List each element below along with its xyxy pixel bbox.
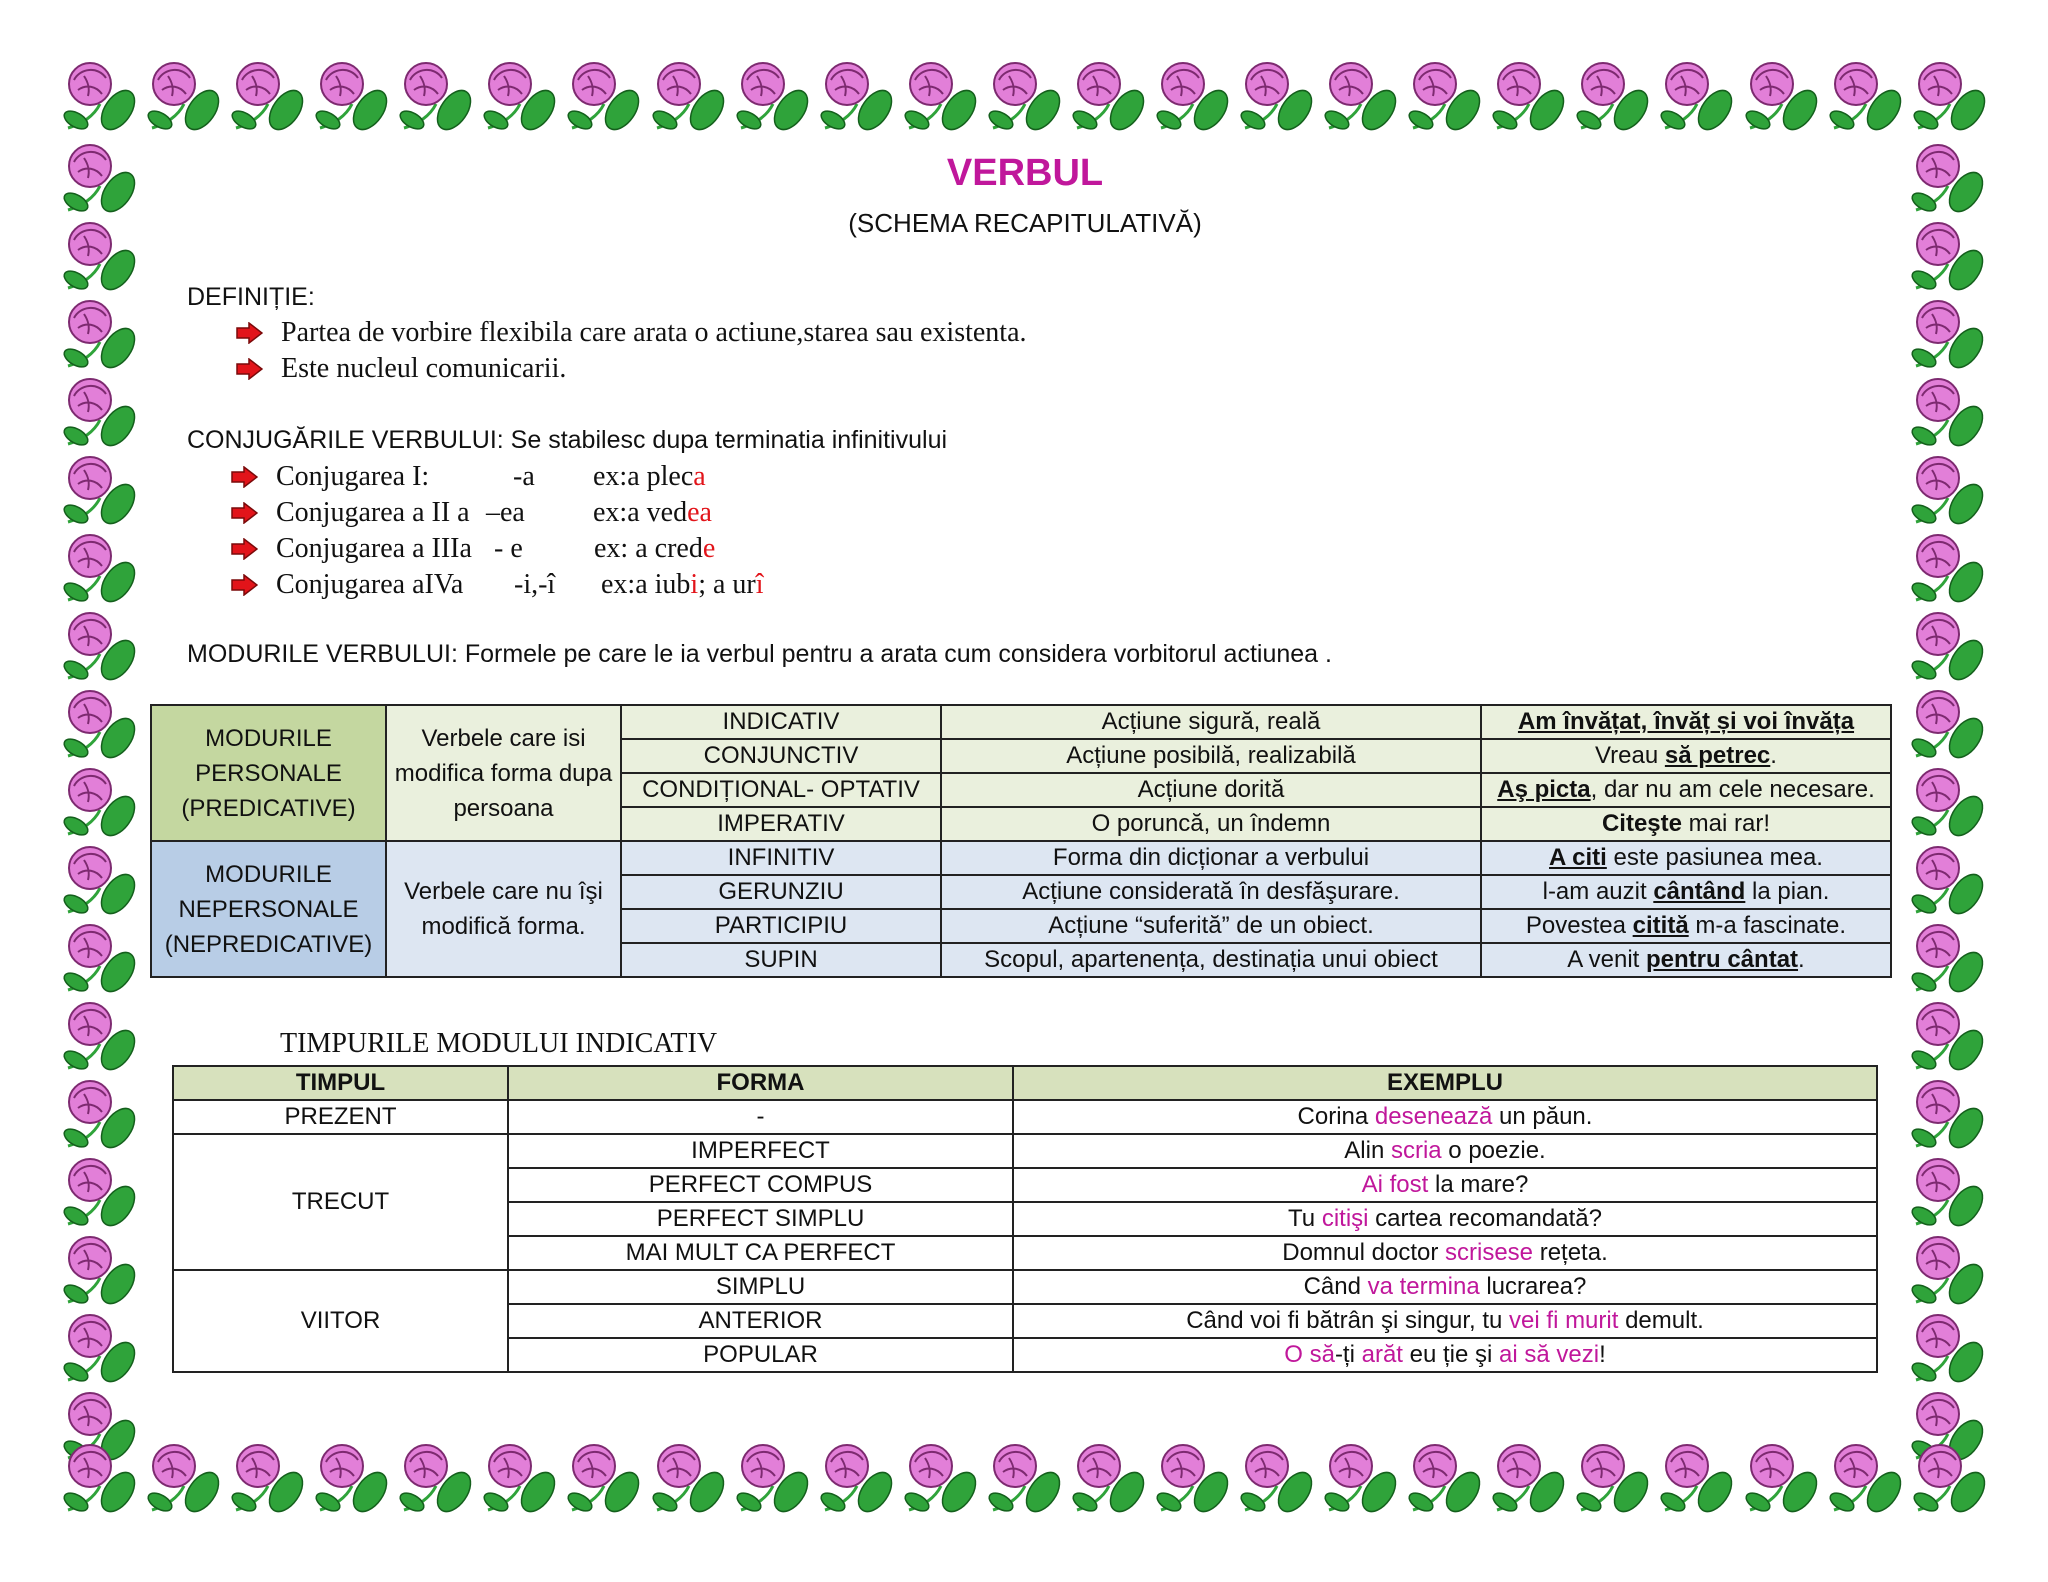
rose-icon [649, 1440, 729, 1518]
rose-icon [1908, 1154, 1988, 1232]
group-cell-personal: MODURILE PERSONALE (PREDICATIVE) [151, 705, 386, 841]
rose-icon [564, 58, 644, 136]
rose-icon [1321, 1440, 1401, 1518]
rose-icon [60, 1232, 140, 1310]
rose-icon [60, 452, 140, 530]
arrow-bullet-icon [230, 502, 258, 524]
rose-icon [396, 58, 476, 136]
rose-icon [817, 58, 897, 136]
rose-icon [1742, 1440, 1822, 1518]
rose-icon [649, 58, 729, 136]
rose-icon [1908, 998, 1988, 1076]
rose-icon [1742, 58, 1822, 136]
rose-icon [60, 920, 140, 998]
rose-icon [144, 1440, 224, 1518]
rose-icon [1153, 1440, 1233, 1518]
table-row: CONJUNCTIV Acțiune posibilă, realizabilă Vreau să petrec. [151, 739, 1891, 773]
rose-icon [1908, 140, 1988, 218]
rose-icon [1908, 296, 1988, 374]
rose-icon [1908, 530, 1988, 608]
rose-icon [60, 842, 140, 920]
list-item: Este nucleul comunicarii. [235, 351, 1027, 387]
table-row: MAI MULT CA PERFECT Domnul doctor scrisese rețeta. [173, 1236, 1877, 1270]
rose-icon [1405, 1440, 1485, 1518]
rose-border-top [60, 58, 1990, 140]
rose-border-right [1908, 140, 1990, 1440]
rose-icon [1908, 374, 1988, 452]
rose-icon [1405, 58, 1485, 136]
rose-icon [1908, 1232, 1988, 1310]
rose-icon [1908, 218, 1988, 296]
rose-icon [60, 140, 140, 218]
rose-icon [60, 764, 140, 842]
tenses-table [172, 1065, 1878, 1373]
rose-icon [1908, 1076, 1988, 1154]
moods-table [150, 704, 1892, 978]
conjugation-item: Conjugarea aIVa -i,-î ex:a iub i ; a ur î [230, 567, 764, 603]
table-row: TRECUT IMPERFECT Alin scria o poezie. [173, 1134, 1877, 1168]
list-item: Partea de vorbire flexibila care arata o actiune,starea sau existenta. [235, 315, 1027, 351]
rose-icon [1908, 686, 1988, 764]
table-header-row: TIMPUL FORMA EXEMPLU [173, 1066, 1877, 1100]
rose-icon [1573, 58, 1653, 136]
rose-icon [1657, 58, 1737, 136]
table-row: GERUNZIU Acțiune considerată în desfăşurare. l-am auzit cântând la pian. [151, 875, 1891, 909]
desc-cell-personal: Verbele care isi modifica forma dupa persoana [386, 705, 621, 841]
rose-icon [733, 1440, 813, 1518]
rose-icon [60, 58, 140, 136]
worksheet [150, 150, 1900, 1430]
rose-icon [1573, 1440, 1653, 1518]
rose-icon [901, 58, 981, 136]
rose-icon [480, 1440, 560, 1518]
rose-icon [1826, 1440, 1906, 1518]
rose-icon [60, 1076, 140, 1154]
rose-icon [1908, 608, 1988, 686]
rose-icon [1153, 58, 1233, 136]
rose-icon [60, 608, 140, 686]
rose-icon [228, 58, 308, 136]
rose-icon [60, 530, 140, 608]
rose-icon [1910, 1440, 1990, 1518]
rose-icon [1069, 1440, 1149, 1518]
conjugation-list [230, 459, 764, 603]
rose-icon [985, 58, 1065, 136]
rose-icon [1908, 1310, 1988, 1388]
rose-icon [1237, 58, 1317, 136]
rose-icon [144, 58, 224, 136]
rose-icon [817, 1440, 897, 1518]
rose-icon [1489, 1440, 1569, 1518]
rose-icon [228, 1440, 308, 1518]
rose-border-bottom [60, 1440, 1990, 1522]
rose-icon [1826, 58, 1906, 136]
rose-icon [1069, 58, 1149, 136]
rose-icon [1657, 1440, 1737, 1518]
rose-icon [60, 686, 140, 764]
table-row: PERFECT SIMPLU Tu citişi cartea recomandată? [173, 1202, 1877, 1236]
rose-icon [60, 1154, 140, 1232]
rose-icon [564, 1440, 644, 1518]
table-row: IMPERATIV O poruncă, un îndemn Citeşte mai rar! [151, 807, 1891, 841]
table-row: ANTERIOR Când voi fi bătrân şi singur, tu vei fi murit demult. [173, 1304, 1877, 1338]
page-title: VERBUL [946, 152, 1104, 194]
rose-icon [1237, 1440, 1317, 1518]
conjugation-item: Conjugarea I: -a ex:a plec a [230, 459, 764, 495]
rose-icon [1489, 58, 1569, 136]
table-row: MODURILE NEPERSONALE (NEPREDICATIVE) Verbele care nu îşi modifică forma. INFINITIV Forma din dicționar a verbului A citi este pasiunea mea. [151, 841, 1891, 875]
rose-icon [60, 374, 140, 452]
table-row: SUPIN Scopul, apartenența, destinația unui obiect A venit pentru cântat. [151, 943, 1891, 977]
rose-icon [312, 58, 392, 136]
table-row: PREZENT - Corina desenează un păun. [173, 1100, 1877, 1134]
arrow-bullet-icon [235, 358, 263, 380]
rose-icon [480, 58, 560, 136]
rose-icon [1908, 764, 1988, 842]
definition-label: DEFINIȚIE: [187, 283, 315, 311]
arrow-bullet-icon [230, 574, 258, 596]
table-row: PERFECT COMPUS Ai fost la mare? [173, 1168, 1877, 1202]
rose-icon [1321, 58, 1401, 136]
rose-icon [901, 1440, 981, 1518]
table-row: CONDIȚIONAL- OPTATIV Acțiune dorită Aş picta, dar nu am cele necesare. [151, 773, 1891, 807]
rose-icon [312, 1440, 392, 1518]
rose-icon [985, 1440, 1065, 1518]
tenses-title: TIMPURILE MODULUI INDICATIV [280, 1028, 718, 1059]
table-row: POPULAR O să-ți arăt eu ție şi ai să vezi! [173, 1338, 1877, 1372]
rose-icon [60, 218, 140, 296]
conjugations-label: CONJUGĂRILE VERBULUI: Se stabilesc dupa terminatia infinitivului [187, 426, 948, 454]
rose-icon [1908, 452, 1988, 530]
conjugation-item: Conjugarea a II a –ea ex:a ved ea [230, 495, 764, 531]
moods-label: MODURILE VERBULUI: Formele pe care le ia verbul pentru a arata cum considera vorbitorul actiunea . [187, 640, 1332, 668]
definition-list [235, 315, 1027, 387]
arrow-bullet-icon [235, 322, 263, 344]
arrow-bullet-icon [230, 538, 258, 560]
table-row: PARTICIPIU Acțiune “suferită” de un obiect. Povestea citită m-a fascinate. [151, 909, 1891, 943]
desc-cell-nonpersonal: Verbele care nu îşi modifică forma. [386, 841, 621, 977]
rose-icon [733, 58, 813, 136]
table-row: VIITOR SIMPLU Când va termina lucrarea? [173, 1270, 1877, 1304]
rose-icon [396, 1440, 476, 1518]
rose-icon [1908, 920, 1988, 998]
page-subtitle: (SCHEMA RECAPITULATIVĂ) [848, 208, 1202, 238]
rose-border-left [60, 140, 142, 1440]
rose-icon [60, 1440, 140, 1518]
rose-icon [1910, 58, 1990, 136]
rose-icon [60, 296, 140, 374]
conjugation-item: Conjugarea a IIIa - e ex: a cred e [230, 531, 764, 567]
arrow-bullet-icon [230, 466, 258, 488]
group-cell-nonpersonal: MODURILE NEPERSONALE (NEPREDICATIVE) [151, 841, 386, 977]
table-row: MODURILE PERSONALE (PREDICATIVE) Verbele care isi modifica forma dupa persoana INDICATIV Acțiune sigură, reală Am învățat, învăț și voi învăța [151, 705, 1891, 739]
rose-icon [60, 998, 140, 1076]
rose-icon [60, 1310, 140, 1388]
rose-icon [1908, 842, 1988, 920]
